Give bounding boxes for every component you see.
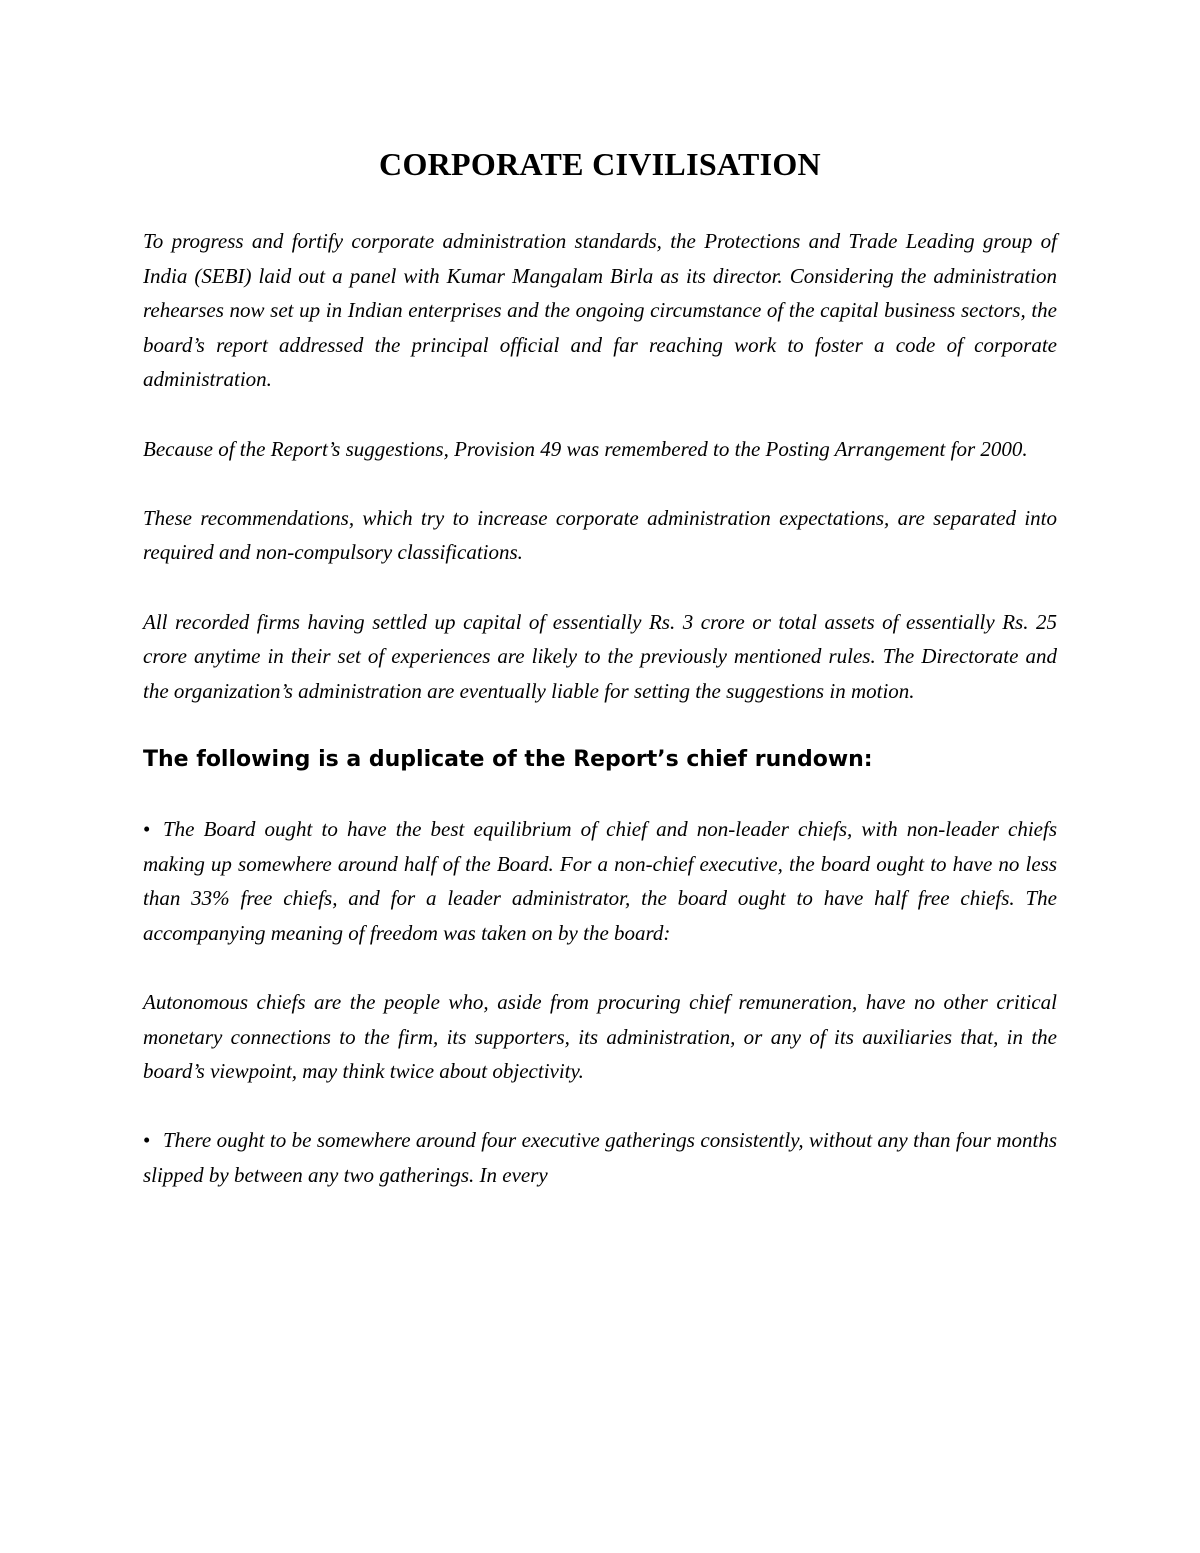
paragraph-autonomous-chiefs: Autonomous chiefs are the people who, aside from procuring chief remuneration, have no other critical monetary connections to the firm, its supporters, its administration, or any of its auxiliaries that, in the board’s viewpoint, may think twice about objectivity. — [143, 990, 1057, 1084]
paragraph-recorded-firms: All recorded firms having settled up capital of essentially Rs. 3 crore or total assets of essentially Rs. 25 crore anytime in their set of experiences are likely to the previously mentioned rules. The Directorate and the organization’s administration are eventually liable for setting the suggestions in motion. — [143, 609, 1057, 703]
bullet-text: There ought to be somewhere around four executive gatherings consistently, without any than four months slipped by between any two gatherings. In every — [143, 1128, 1057, 1188]
bullet-text: The Board ought to have the best equilibrium of chief and non-leader chiefs, with non-leader chiefs making up somewhere around half of the Board. For a non-chief executive, the board ought to have no less than 33% free chiefs, and for a leader administrator, the board ought to have half free chiefs. The accompanying meaning of freedom was taken on by the board: — [143, 817, 1057, 945]
section-subheading: The following is a duplicate of the Report’s chief rundown: — [143, 746, 873, 772]
bullet-icon: • — [143, 1128, 151, 1153]
bullet-item-gatherings — [143, 1123, 1057, 1192]
document-page — [143, 140, 1057, 1193]
paragraph-sebi-panel: To progress and fortify corporate administration standards, the Protections and Trade Leading group of India (SEBI) laid out a panel with Kumar Mangalam Birla as its director. Considering the administration rehearses now set up in Indian enterprises and the ongoing circumstance of the capital business sectors, the board’s report addressed the principal official and far reaching work to foster a code of corporate administration. — [143, 229, 1057, 392]
bullet-icon: • — [143, 817, 151, 842]
document-title: CORPORATE CIVILISATION — [379, 146, 821, 182]
paragraph-recommendations: These recommendations, which try to increase corporate administration expectations, are separated into required and non-compulsory classifications. — [143, 505, 1057, 565]
paragraph-provision-49: Because of the Report’s suggestions, Provision 49 was remembered to the Posting Arrangement for 2000. — [143, 436, 1028, 461]
bullet-item-board-composition — [143, 812, 1057, 950]
